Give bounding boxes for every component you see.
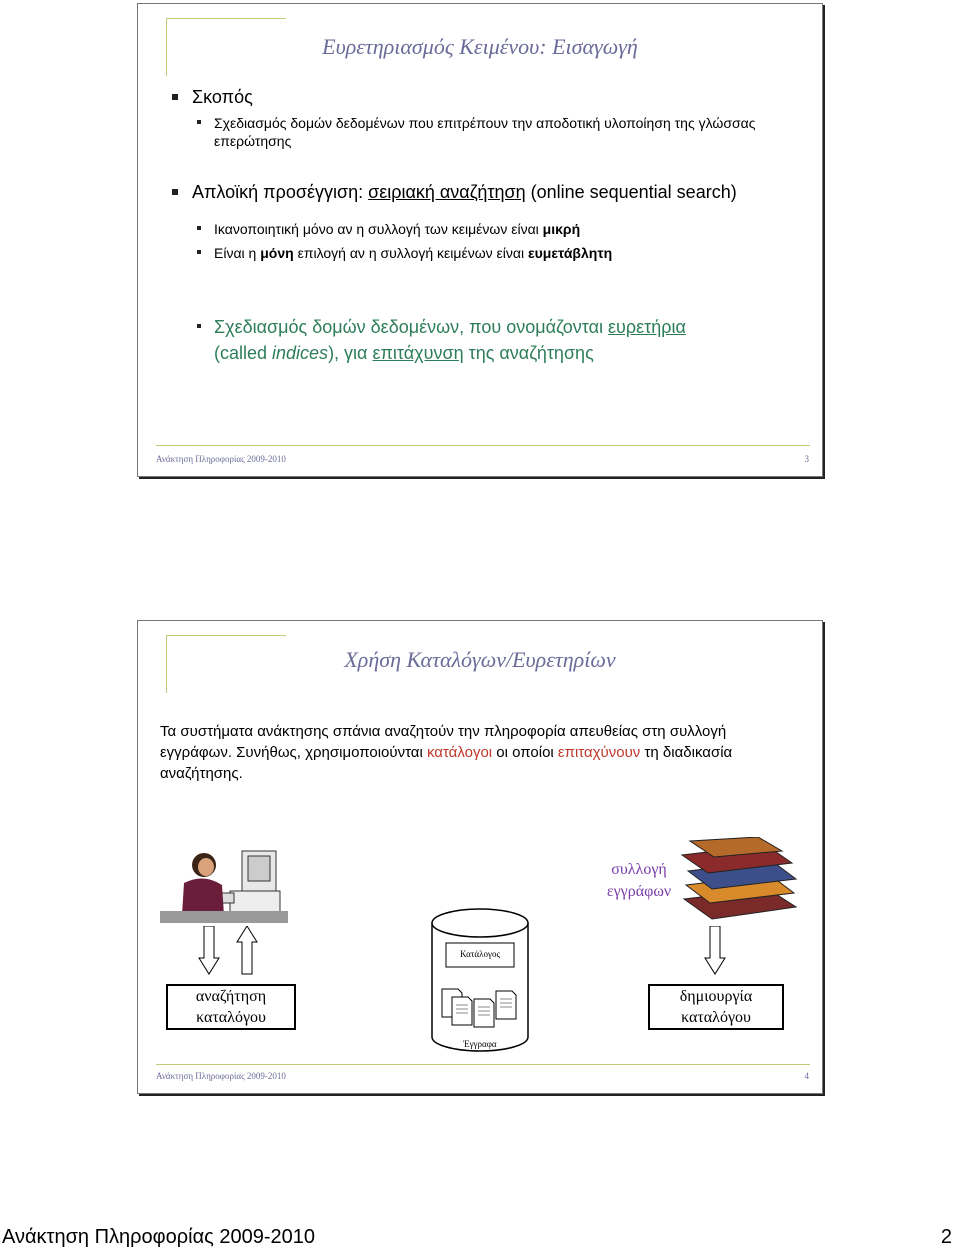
sub-bullet-volatile: Είναι η μόνη επιλογή αν η συλλογή κειμένων είναι ευμετάβλητη [214, 244, 612, 262]
sequential-search-link: σειριακή αναζήτηση [368, 182, 526, 202]
down-arrow-icon [704, 926, 726, 976]
create-catalog-box: δημιουργία καταλόγου [648, 984, 784, 1030]
up-arrow-icon [236, 926, 258, 976]
bullet-icon [172, 94, 178, 100]
sub-bullet-indices: Σχεδιασμός δομών δεδομένων, που ονομάζονται ευρετήρια (called indices), για επιτάχυνση της αναζήτησης [214, 314, 794, 366]
intro-paragraph: Τα συστήματα ανάκτησης σπάνια αναζητούν την πληροφορία απευθείας στη συλλογή εγγράφων. Συνήθως, χρησιμοποιούνται κατάλογοι οι οποίοι επιταχύνουν τη διαδικασία αναζήτησης. [160, 723, 733, 782]
sub-bullet-design: Σχεδιασμός δομών δεδομένων που επιτρέπουν την αποδοτική υλοποίηση της γλώσσας επερώτησης [214, 114, 804, 150]
collection-label: συλλογή εγγράφων [606, 861, 672, 900]
search-catalog-box: αναζήτηση καταλόγου [166, 984, 296, 1030]
slide-title: Ευρετηριασμός Κειμένου: Εισαγωγή [322, 34, 638, 59]
decorative-line [166, 635, 286, 636]
bullet-naive-approach: Απλοϊκή προσέγγιση: σειριακή αναζήτηση (online sequential search) [192, 181, 737, 203]
slide-footer: Ανάκτηση Πληροφορίας 2009-2010 [156, 1071, 286, 1081]
bullet-icon [197, 226, 201, 230]
decorative-line [166, 18, 286, 19]
bullet-icon [197, 250, 201, 254]
slide-4 [137, 620, 823, 1094]
books-icon [678, 837, 802, 923]
documents-label: Έγγραφα [463, 1039, 497, 1049]
catalog-label: Κατάλογος [459, 949, 501, 959]
bullet-icon [197, 324, 201, 328]
footer-line [156, 1064, 810, 1065]
database-cylinder-icon [430, 907, 530, 1057]
person-at-computer-icon [160, 843, 288, 923]
bullet-purpose: Σκοπός [192, 86, 253, 108]
slide-page-number: 3 [804, 454, 809, 464]
bullet-icon [197, 120, 201, 124]
footer-line [156, 445, 810, 446]
slide-footer: Ανάκτηση Πληροφορίας 2009-2010 [156, 454, 286, 464]
slide-title: Χρήση Καταλόγων/Ευρετηρίων [344, 647, 616, 672]
bullet-icon [172, 189, 178, 195]
sub-bullet-small: Ικανοποιητική μόνο αν η συλλογή των κειμένων είναι μικρή [214, 220, 580, 238]
down-arrow-icon [198, 926, 220, 976]
slide-page-number: 4 [804, 1071, 809, 1081]
page-number: 2 [940, 1226, 952, 1248]
page-footer: Ανάκτηση Πληροφορίας 2009-2010 [2, 1226, 315, 1248]
slide-3 [137, 3, 823, 477]
